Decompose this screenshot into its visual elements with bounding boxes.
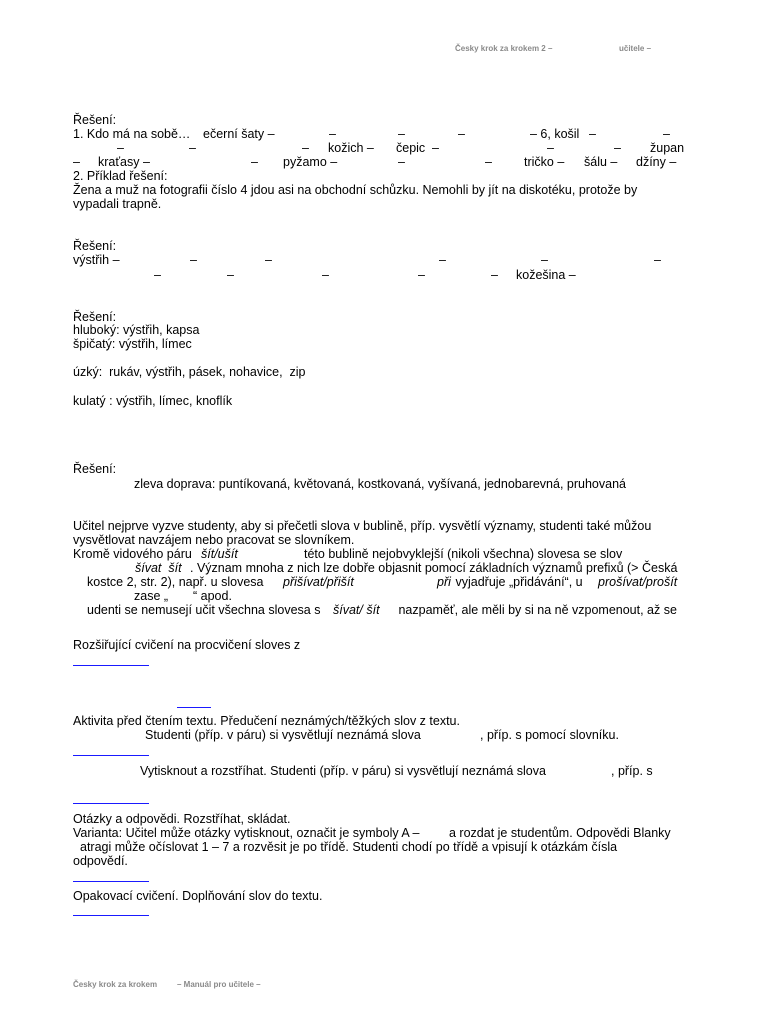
b2-line2-t1: –	[154, 268, 161, 282]
line2-t6: –	[432, 141, 439, 155]
line3-t5: –	[398, 155, 405, 169]
line2-t4: kožich –	[328, 141, 374, 155]
line3-t8: šálu –	[584, 155, 618, 169]
header-right: učitele –	[619, 44, 652, 53]
teacher-note-line-7a: udenti se nemusejí učit všechna slovesa s	[87, 603, 328, 617]
adjective-line-2: špičatý: výstřih, límec	[73, 337, 192, 351]
b2-line1-t2: –	[190, 253, 197, 267]
line2-t2: –	[189, 141, 196, 155]
line1-t5: – 6, košil	[530, 127, 580, 141]
link-underline-4[interactable]	[73, 803, 149, 804]
b2-line2-t6: kožešina –	[516, 268, 576, 282]
teacher-note-line-4b: . Význam mnoha z nich lze dobře objasnit pomocí základních významů prefixů (> Česká	[190, 561, 678, 575]
footer-right: – Manuál pro učitele –	[177, 980, 261, 989]
adjective-line-3: úzký: rukáv, výstřih, pásek, nohavice, zip	[73, 365, 306, 379]
example-heading: 2. Příklad řešení:	[73, 169, 168, 183]
line3-t9: džíny –	[636, 155, 677, 169]
adjective-line-4: kulatý : výstřih, límec, knoflík	[73, 394, 233, 408]
teacher-note-line-5a: kostce 2, str. 2), např. u slovesa	[87, 575, 267, 589]
activity-line-5b: a rozdat je studentům. Odpovědi Blanky	[449, 826, 671, 840]
line2-t8: –	[614, 141, 621, 155]
extension-exercise-line: Rozšiřující cvičení na procvičení sloves z	[73, 638, 301, 652]
activity-line-5a: Varianta: Učitel může otázky vytisknout, označit je symboly A –	[73, 826, 420, 840]
line2-t9: župan	[650, 141, 685, 155]
line2-t3: –	[302, 141, 309, 155]
line2-t5: čepic	[396, 141, 426, 155]
teacher-note-line-6b: “ apod.	[193, 589, 232, 603]
activity-line-3a: Vytisknout a rozstříhat. Studenti (příp. v páru) si vysvětlují neznámá slova	[140, 764, 546, 778]
line1-t7: –	[663, 127, 670, 141]
line1-t3: –	[398, 127, 405, 141]
b2-line1-t5: –	[541, 253, 548, 267]
line3-t3: –	[251, 155, 258, 169]
pattern-line: zleva doprava: puntíkovaná, květovaná, kostkovaná, vyšívaná, jednobarevná, pruhovaná	[134, 477, 626, 491]
teacher-note-line-5d: vyjadřuje „přidávání“, u	[452, 575, 587, 589]
activity-line-8: Opakovací cvičení. Doplňování slov do textu.	[73, 889, 323, 903]
solution-heading-1: Řešení:	[73, 113, 117, 127]
adjective-line-1: hluboký: výstřih, kapsa	[73, 323, 200, 337]
activity-line-2a: Studenti (příp. v páru) si vysvětlují neznámá slova	[145, 728, 421, 742]
line3-t4: pyžamo –	[283, 155, 338, 169]
teacher-note-line-3a: Kromě vidového páru	[73, 547, 196, 561]
solution-heading-2: Řešení:	[73, 239, 117, 253]
example-line-1: Žena a muž na fotografii číslo 4 jdou asi na obchodní schůzku. Nemohli by jít na diskotéku, protože by	[73, 183, 638, 197]
activity-line-3b: , příp. s	[611, 764, 653, 778]
teacher-note-line-3b: šít/ušít	[201, 547, 238, 561]
line1-t6: –	[589, 127, 596, 141]
b2-line2-t5: –	[491, 268, 498, 282]
activity-line-1: Aktivita před čtením textu. Předučení neznámých/těžkých slov z textu.	[73, 714, 460, 728]
link-underline-3[interactable]	[73, 755, 149, 756]
footer-left: Česky krok za krokem	[73, 980, 158, 989]
b2-line1-t6: –	[654, 253, 661, 267]
teacher-note-line-1: Učitel nejprve vyzve studenty, aby si přečetli slova v bublině, příp. vysvětlí významy, studenti také můžou	[73, 519, 652, 533]
teacher-note-line-5b: přišívat/přišít	[283, 575, 354, 589]
b2-line2-t4: –	[418, 268, 425, 282]
b2-line1-t4: –	[439, 253, 446, 267]
link-underline-5[interactable]	[73, 881, 149, 882]
activity-line-2b: , příp. s pomocí slovníku.	[480, 728, 619, 742]
line2-t7: –	[547, 141, 554, 155]
solution-heading-4: Řešení:	[73, 462, 117, 476]
b2-line1-t1: výstřih –	[73, 253, 120, 267]
b2-line1-t3: –	[265, 253, 272, 267]
teacher-note-line-2: vysvětlovat navzájem nebo pracovat se slovníkem.	[73, 533, 355, 547]
activity-line-4: Otázky a odpovědi. Rozstříhat, skládat.	[73, 812, 291, 826]
b2-line2-t3: –	[322, 268, 329, 282]
line1-t2: –	[329, 127, 336, 141]
line1-start: 1. Kdo má na sobě…	[73, 127, 191, 141]
teacher-note-line-6a: zase „	[134, 589, 169, 603]
activity-line-7: odpovědí.	[73, 854, 128, 868]
b2-line2-t2: –	[227, 268, 234, 282]
solution-heading-3: Řešení:	[73, 310, 117, 324]
line3-t2: kraťasy –	[98, 155, 150, 169]
header-left: Česky krok za krokem 2 –	[455, 44, 553, 53]
link-underline-2[interactable]	[177, 707, 211, 708]
link-underline-6[interactable]	[73, 915, 149, 916]
example-line-2: vypadali trapně.	[73, 197, 162, 211]
teacher-note-line-5c: při	[437, 575, 451, 589]
line3-t6: –	[485, 155, 492, 169]
line2-t1: –	[117, 141, 124, 155]
teacher-note-line-7b: šívat/ šít	[333, 603, 380, 617]
teacher-note-line-7c: nazpaměť, ale měli by si na ně vzpomenout, až se	[395, 603, 677, 617]
activity-line-6: atragi může očíslovat 1 – 7 a rozvěsit je po třídě. Studenti chodí po třídě a vpisují k otázkám čísla	[80, 840, 618, 854]
teacher-note-line-3c: této bublině nejobvyklejší (nikoli všechna) slovesa se slov	[304, 547, 623, 561]
line3-t7: tričko –	[524, 155, 565, 169]
teacher-note-line-4a: šívat šít	[135, 561, 182, 575]
teacher-note-line-5e: prošívat/prošít	[598, 575, 678, 589]
link-underline-1[interactable]	[73, 665, 149, 666]
line1-t4: –	[458, 127, 465, 141]
line3-t1: –	[73, 155, 80, 169]
line1-t1: ečerní šaty –	[203, 127, 275, 141]
